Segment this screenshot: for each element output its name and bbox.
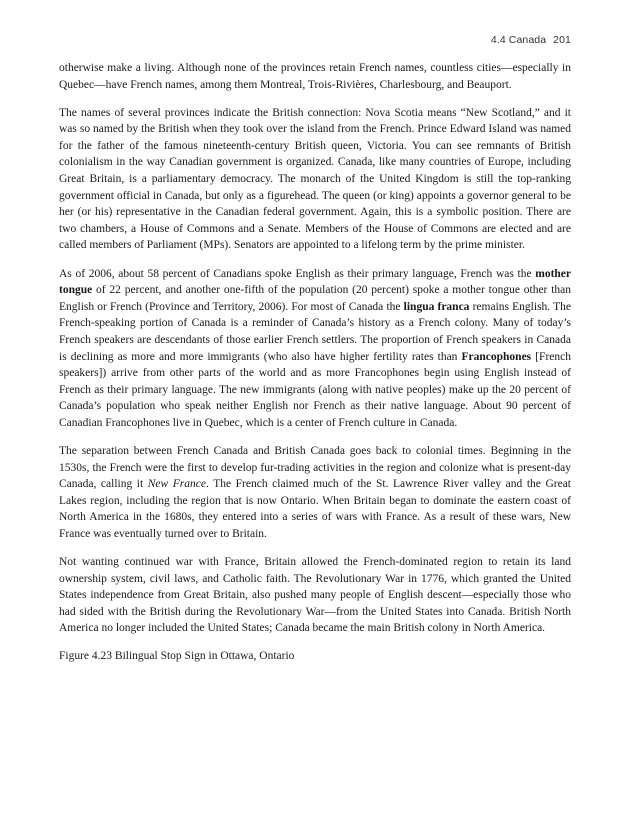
term-mother-tongue: mother tongue bbox=[59, 267, 571, 297]
paragraph-3-text: remains English. The French-speaking portion of Canada is a reminder of Canada’s history as a French colony. Many of today’s French speakers are descendants of those earlier French settlers. The proportion of French speakers in Canada is declining as more and more immigrants (who also have higher fertility rates than bbox=[59, 300, 572, 363]
running-header bbox=[491, 34, 571, 46]
paragraph-4 bbox=[59, 443, 571, 543]
term-lingua-franca: lingua franca bbox=[403, 300, 470, 313]
term-francophones: Francophones bbox=[461, 350, 532, 363]
paragraph-5: Not wanting continued war with France, Britain allowed the French-dominated region to retain its land ownership system, civil laws, and Catholic faith. The Revolutionary War in 1776, which granted the United States independence from Great Britain, also pushed many people of English descent—especially those who had sided with the British during the Revolutionary War—from the United States into Canada. British North America no longer included the United States; Canada became the main British colony in North America. bbox=[59, 556, 571, 635]
paragraph-3-text: As of 2006, about 58 percent of Canadians spoke English as their primary language, French was the bbox=[59, 267, 536, 280]
paragraph-4-text: The separation between French Canada and British Canada goes back to colonial times. Beginning in the 1530s, the French were the first to develop fur-trading activities in the region and colonize what is present-day Canada, calling it bbox=[59, 444, 571, 491]
paragraph-4-text: . The French claimed much of the St. Lawrence River valley and the Great Lakes region, including the region that is now Ontario. When Britain began to dominate the eastern coast of North America in the 1680s, they entered into a series of wars with France. As a result of these wars, New France was eventually turned over to Britain. bbox=[59, 478, 571, 540]
paragraph-3-text: of 22 percent, and another one-fifth of the population (20 percent) spoke a mother tongue other than English or French (Province and Territory, 2006). For most of Canada the bbox=[59, 284, 571, 313]
body-text bbox=[59, 60, 571, 676]
figure-caption: Figure 4.23 Bilingual Stop Sign in Ottawa, Ontario bbox=[59, 650, 295, 662]
page-number: 201 bbox=[553, 34, 571, 46]
paragraph-2: The names of several provinces indicate the British connection: Nova Scotia means “New Scotland,” and it was so named by the British when they took over the island from the French. Prince Edward Island was named for the father of the famous nineteenth-century British queen, Victoria. You can see remnants of British colonialism in the way Canadian government is organized. Canada, like many countries of Europe, including Great Britain, is a parliamentary democracy. The monarch of the United Kingdom is still the top-ranking government official in Canada, but only as a figurehead. The queen (or king) appoints a governor general to be her (or his) representative in the Canadian federal government. Again, this is a symbolic position. There are two chambers, a House of Commons and a Senate. Members of the House of Commons are elected and are called members of Parliament (MPs). Senators are appointed to a lifelong term by the prime minister. bbox=[59, 106, 571, 252]
paragraph-1: otherwise make a living. Although none of the provinces retain French names, countless cities—especially in Quebec—have French names, among them Montreal, Trois-Rivières, Charlesbourg, and Beauport. bbox=[59, 62, 571, 91]
italic-new-france: New France bbox=[147, 478, 206, 491]
paragraph-3-text: [French speakers]) arrive from other parts of the world and as more Francophones begin using English instead of French as their primary language. The new immigrants (along with native peoples) make up the 20 percent of Canada’s population who speak neither English nor French as their native language. About 90 percent of Canadian Francophones live in Quebec, which is a center of French culture in Canada. bbox=[59, 350, 571, 429]
section-label: 4.4 Canada bbox=[490, 34, 547, 46]
paragraph-3 bbox=[59, 266, 571, 432]
